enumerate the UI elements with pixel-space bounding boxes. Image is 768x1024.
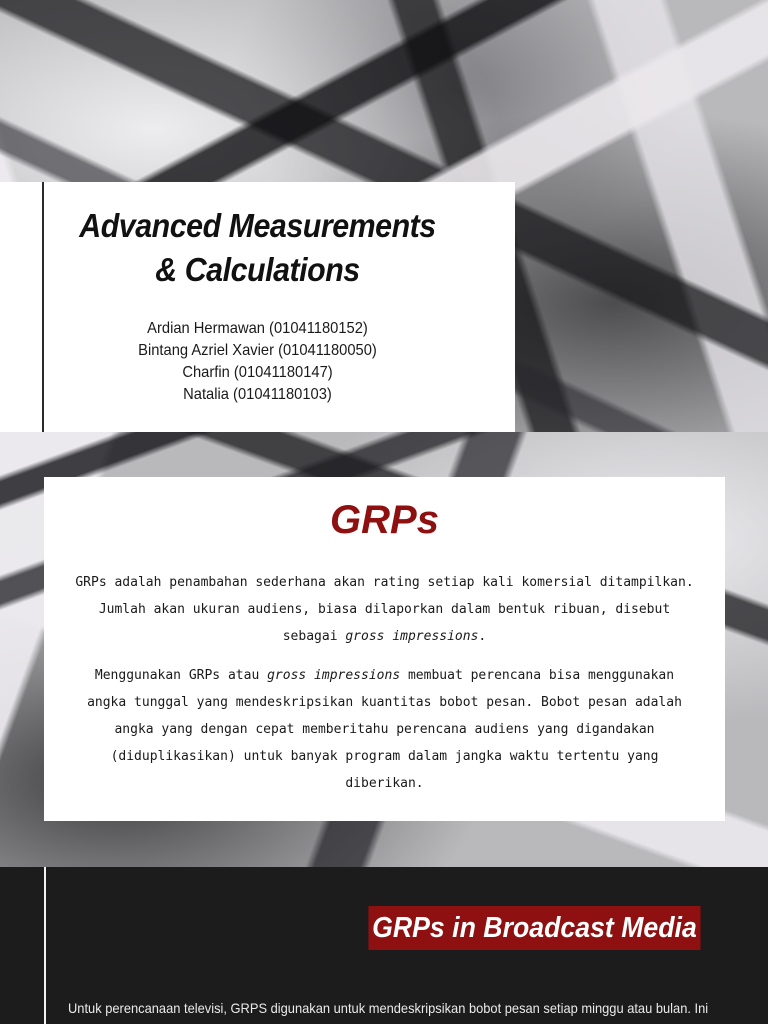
paragraph-text: Menggunakan GRPs atau: [94, 668, 268, 683]
broadcast-heading-container: [344, 906, 724, 950]
grps-heading: GRPs: [330, 498, 439, 542]
author-name: Charfin (01041180147): [182, 364, 333, 381]
paragraph-text: GRPs adalah penambahan sederhana akan rating setiap kali komersial ditampilkan. Jumlah akan ukuran audiens, biasa dilaporkan dalam bentuk ribuan, disebut sebagai: [75, 575, 694, 644]
grps-paragraph-2: [74, 662, 695, 797]
author-name: Bintang Azriel Xavier (01041180050): [138, 342, 377, 359]
paragraph-text: membuat perencana bisa menggunakan angka tunggal yang mendeskripsikan kuantitas bobot pesan. Bobot pesan adalah angka yang dengan cepat memberitahu perencana audiens yang digandakan (diduplikasikan) untuk banyak program dalam jangka waktu tertentu yang diberikan.: [87, 668, 682, 791]
document-title: [21, 204, 495, 292]
author-list: [0, 318, 515, 406]
broadcast-heading: GRPs in Broadcast Media: [368, 906, 700, 950]
title-line-1: Advanced Measurements: [79, 207, 436, 244]
author-name: Natalia (01041180103): [183, 386, 332, 403]
author-name: Ardian Hermawan (01041180152): [147, 320, 368, 337]
emphasis-term: gross impressions: [267, 668, 401, 683]
title-card: [0, 182, 515, 432]
decorative-vertical-line-bottom: [44, 867, 46, 1024]
emphasis-term: gross impressions: [345, 629, 479, 644]
title-line-2: & Calculations: [155, 251, 360, 288]
grps-card: [44, 477, 725, 821]
broadcast-paragraph: Untuk perencanaan televisi, GRPS digunakan untuk mendeskripsikan bobot pesan setiap minggu atau bulan. Ini: [68, 1000, 709, 1016]
paragraph-text: .: [478, 629, 487, 644]
decorative-vertical-line: [42, 182, 44, 432]
grps-paragraph-1: [74, 569, 695, 650]
